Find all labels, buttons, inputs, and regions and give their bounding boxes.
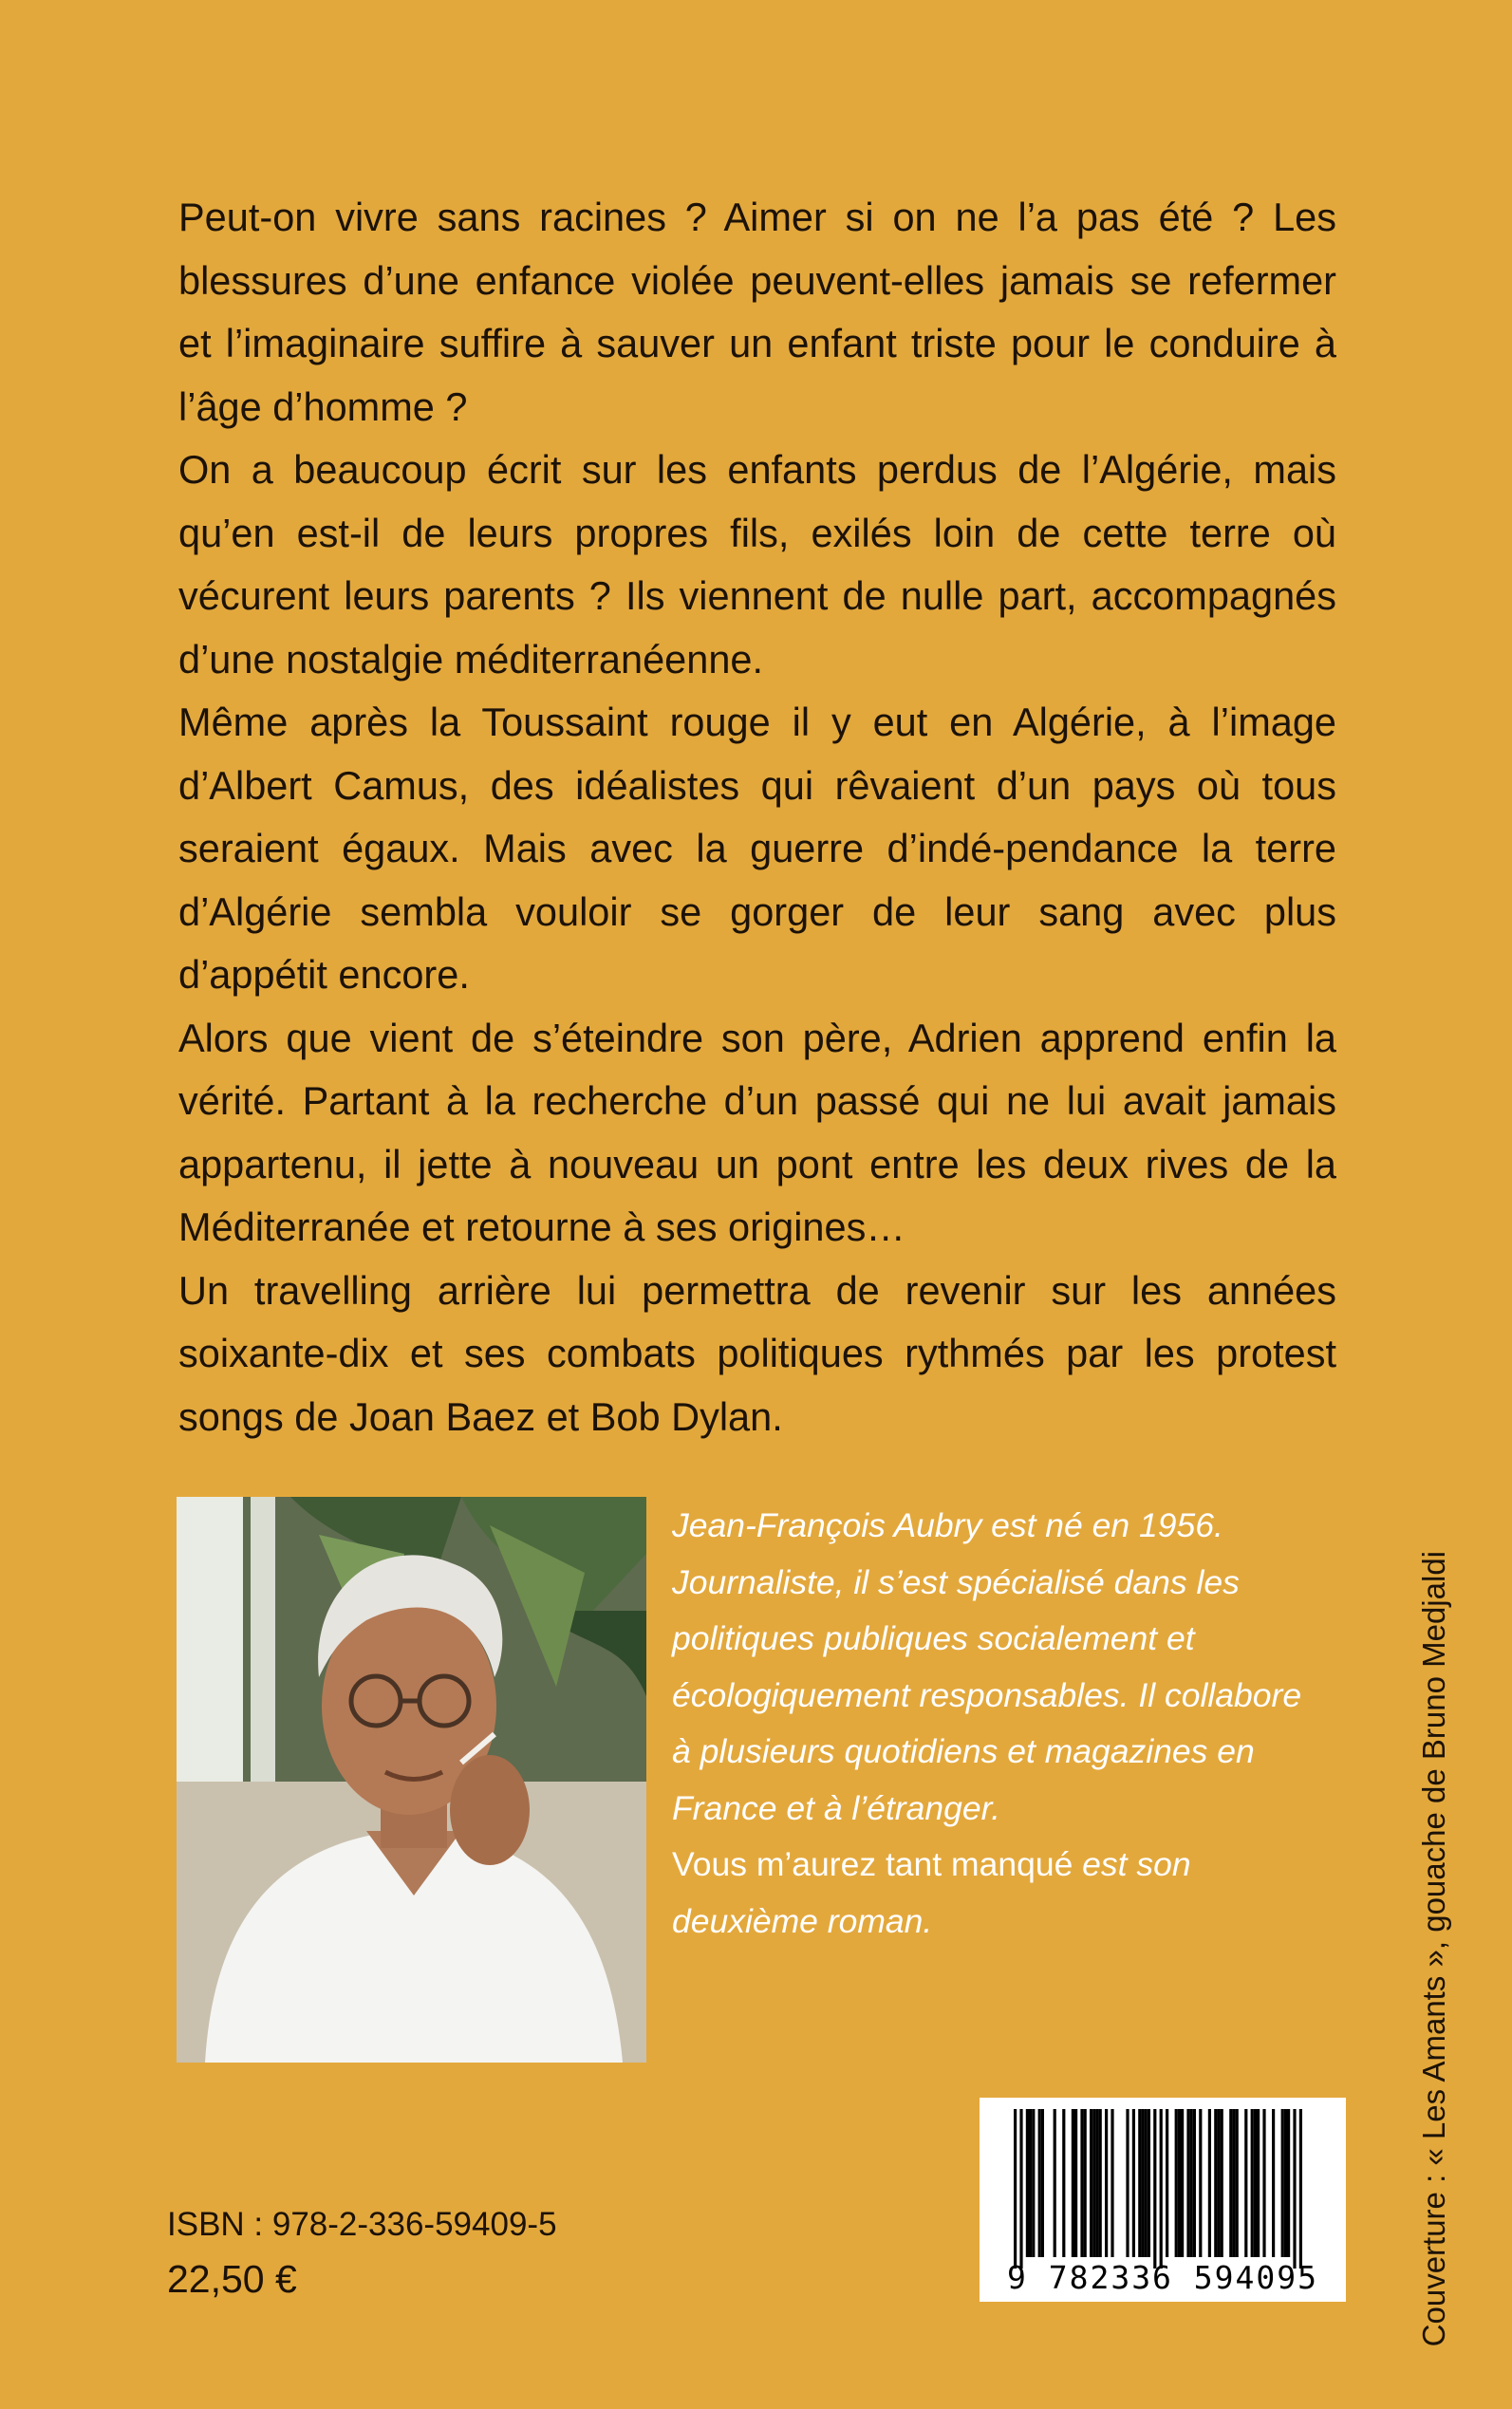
barcode-bar: [1153, 2109, 1156, 2269]
author-bio-intro: Jean-François Aubry est né en 1956. Journaliste, il s’est spécialisé dans les politiques publiques socialement et écologiquement responsables. Il collabore à plusieurs quotidiens et magazines en France et à l’étranger.: [672, 1506, 1302, 1827]
barcode-bar: [1178, 2109, 1181, 2257]
barcode-bar: [1038, 2109, 1041, 2257]
barcode-bar: [1105, 2109, 1108, 2257]
barcode-bar: [1190, 2109, 1193, 2257]
barcode-bar: [1138, 2109, 1141, 2257]
barcode-bar: [1284, 2109, 1287, 2257]
barcode-bar: [1272, 2109, 1275, 2257]
blurb-paragraph-1: Peut-on vivre sans racines ? Aimer si on ne l’a pas été ? Les blessures d’une enfance violée peuvent-elles jamais se refermer et l’imaginaire suffire à sauver un enfant triste pour le conduire à l’âge d’homme ?: [178, 195, 1336, 429]
blurb-paragraph-2: On a beaucoup écrit sur les enfants perdus de l’Algérie, mais qu’en est-il de leurs propres fils, exilés loin de cette terre où vécurent leurs parents ? Ils viennent de nulle part, accompagnés d’une nostalgie méditerranéenne.: [178, 447, 1336, 682]
barcode-bar: [1029, 2109, 1032, 2257]
author-bio-closing: [672, 1837, 1327, 1950]
blurb-paragraph-3: Même après la Toussaint rouge il y eut en Algérie, à l’image d’Albert Camus, des idéalistes qui rêvaient d’un pays où tous seraient égaux. Mais avec la guerre d’indé-pendance la terre d’Algérie sembla vouloir se gorger de leur sang avec plus d’appétit encore.: [178, 700, 1336, 997]
barcode-bar: [1054, 2109, 1056, 2257]
barcode-bar: [1014, 2109, 1017, 2269]
barcode-bar: [1293, 2109, 1296, 2269]
barcode-bar: [1074, 2109, 1077, 2257]
barcode-bar: [1141, 2109, 1144, 2257]
barcode-bar: [1236, 2109, 1239, 2257]
barcode-bar: [1080, 2109, 1083, 2257]
barcode-bar: [1148, 2109, 1150, 2257]
barcode-bar: [1090, 2109, 1092, 2257]
barcode-bar: [1244, 2109, 1247, 2257]
barcode-bar: [1160, 2109, 1163, 2269]
barcode-bar: [1126, 2109, 1129, 2257]
barcode-bar: [1193, 2109, 1196, 2257]
barcode-bar: [1092, 2109, 1095, 2257]
barcode-bar: [1181, 2109, 1184, 2257]
barcode-bar: [1132, 2109, 1135, 2257]
barcode-bar: [1208, 2109, 1211, 2257]
barcode-bar: [1232, 2109, 1235, 2257]
novel-title: Vous m’aurez tant manqué: [672, 1845, 1073, 1883]
barcode-bar: [1175, 2109, 1178, 2257]
barcode-bar: [1214, 2109, 1217, 2257]
barcode: [980, 2098, 1346, 2302]
barcode-bar: [1257, 2109, 1260, 2257]
barcode-bar: [1166, 2109, 1168, 2257]
barcode-bar: [1145, 2109, 1148, 2257]
author-photo: [177, 1497, 646, 2063]
barcode-bar: [1041, 2109, 1044, 2257]
barcode-bar: [1062, 2109, 1065, 2257]
barcode-bar: [1299, 2109, 1302, 2269]
blurb-paragraph-4: Alors que vient de s’éteindre son père, Adrien apprend enfin la vérité. Partant à la recherche d’un passé qui ne lui avait jamais appartenu, il jette à nouveau un pont entre les deux rives de la Méditerranée et retourne à ses origines…: [178, 1015, 1336, 1249]
author-bio-outro: est son deuxième roman.: [672, 1845, 1191, 1940]
isbn: ISBN : 978-2-336-59409-5: [167, 2206, 557, 2243]
barcode-bar: [1199, 2109, 1202, 2257]
barcode-bar: [1072, 2109, 1074, 2257]
barcode-bar: [1251, 2109, 1254, 2257]
barcode-bar: [1032, 2109, 1035, 2257]
barcode-bar: [1254, 2109, 1257, 2257]
barcode-digits: 9 782336 594095: [1006, 2259, 1318, 2296]
barcode-bar: [1287, 2109, 1290, 2257]
barcode-bar: [1262, 2109, 1265, 2257]
barcode-bar: [1217, 2109, 1220, 2257]
cover-credit-text: Couverture : « Les Amants », gouache de Bruno Medjaldi: [1416, 1551, 1451, 2347]
barcode-bar: [1186, 2109, 1189, 2257]
barcode-bar: [1084, 2109, 1087, 2257]
barcode-bar: [1026, 2109, 1029, 2257]
blurb-paragraph-5: Un travelling arrière lui permettra de revenir sur les années soixante-dix et ses combats politiques rythmés par les protest songs de Joan Baez et Bob Dylan.: [178, 1267, 1336, 1439]
author-bio: [672, 1498, 1327, 1950]
barcode-bar: [1095, 2109, 1098, 2257]
barcode-bar: [1111, 2109, 1113, 2257]
price: 22,50 €: [167, 2257, 297, 2301]
barcode-bar: [1099, 2109, 1102, 2257]
cover-credit: [1410, 1551, 1458, 2386]
barcode-bar: [1019, 2109, 1022, 2269]
back-cover-blurb: [178, 186, 1336, 1448]
barcode-bar: [1221, 2109, 1223, 2257]
barcode-bar: [1281, 2109, 1284, 2257]
barcode-bar: [1229, 2109, 1232, 2257]
